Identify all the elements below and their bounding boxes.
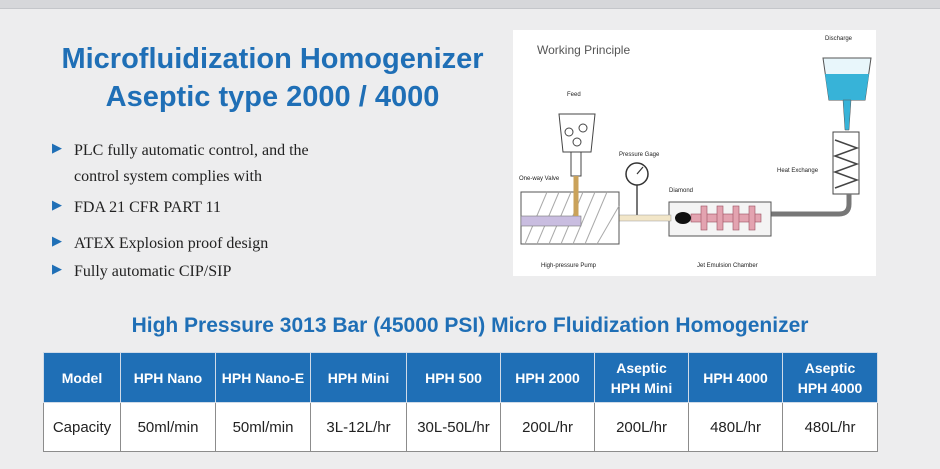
table-cell: 200L/hr [595, 403, 689, 452]
label-feed: Feed [567, 92, 581, 98]
feature-text: PLC fully automatic control, and the [74, 142, 309, 159]
label-heat-exchange: Heat Exchange [777, 168, 819, 174]
discharge-liquid [825, 74, 869, 100]
table-header-row [44, 353, 878, 403]
pump-piston [521, 216, 581, 226]
table-cell: 480L/hr [783, 403, 878, 452]
section-subtitle: High Pressure 3013 Bar (45000 PSI) Micro Fluidization Homogenizer [131, 314, 809, 337]
diagram-title: Working Principle [537, 43, 631, 57]
triangle-right-icon: ▶ [52, 140, 62, 155]
table-cell: 50ml/min [216, 403, 311, 452]
feature-text: control system complies with [74, 168, 262, 185]
label-pressure-gage: Pressure Gage [619, 152, 660, 158]
diagram-illustration [513, 30, 876, 276]
feature-item [52, 231, 382, 257]
feed-valve-body [571, 152, 581, 176]
table-cell: 480L/hr [689, 403, 783, 452]
column-header: HPH Nano-E [216, 353, 311, 403]
page-title-line2: Aseptic type 2000 / 4000 [105, 81, 440, 113]
feature-text: FDA 21 CFR PART 11 [74, 199, 221, 216]
outlet-pipe [771, 194, 849, 214]
feature-text: ATEX Explosion proof design [74, 235, 269, 252]
triangle-right-icon: ▶ [52, 233, 62, 248]
label-high-pressure-pump: High-pressure Pump [541, 263, 597, 269]
table-cell: 50ml/min [121, 403, 216, 452]
row-label: Capacity [44, 403, 121, 452]
discharge-outlet [843, 100, 851, 130]
feature-text: Fully automatic CIP/SIP [74, 263, 232, 280]
label-one-way-valve: One-way Valve [519, 176, 560, 182]
high-pressure-line [613, 215, 671, 221]
column-header: HPH 2000 [501, 353, 595, 403]
table-cell: 30L-50L/hr [407, 403, 501, 452]
column-header: HPH 4000 [689, 353, 783, 403]
column-header: Aseptic HPH Mini [595, 353, 689, 403]
feature-item [52, 259, 382, 285]
spec-table [43, 352, 878, 452]
label-diamond: Diamond [669, 188, 694, 194]
top-divider [0, 0, 940, 9]
column-header: HPH Mini [311, 353, 407, 403]
diamond-nozzle [675, 212, 691, 224]
page-title [20, 40, 525, 116]
triangle-right-icon: ▶ [52, 261, 62, 276]
label-jet-emulsion-chamber: Jet Emulsion Chamber [697, 263, 758, 269]
column-header: Aseptic HPH 4000 [783, 353, 878, 403]
page-title-line1: Microfluidization Homogenizer [61, 43, 484, 75]
label-discharge: Discharge [825, 36, 853, 42]
column-header-model: Model [44, 353, 121, 403]
feature-item [52, 195, 382, 221]
table-row [44, 403, 878, 452]
column-header: HPH 500 [407, 353, 501, 403]
working-principle-diagram [513, 30, 876, 276]
column-header: HPH Nano [121, 353, 216, 403]
table-cell: 200L/hr [501, 403, 595, 452]
feature-item [52, 138, 382, 190]
triangle-right-icon: ▶ [52, 197, 62, 212]
table-cell: 3L-12L/hr [311, 403, 407, 452]
